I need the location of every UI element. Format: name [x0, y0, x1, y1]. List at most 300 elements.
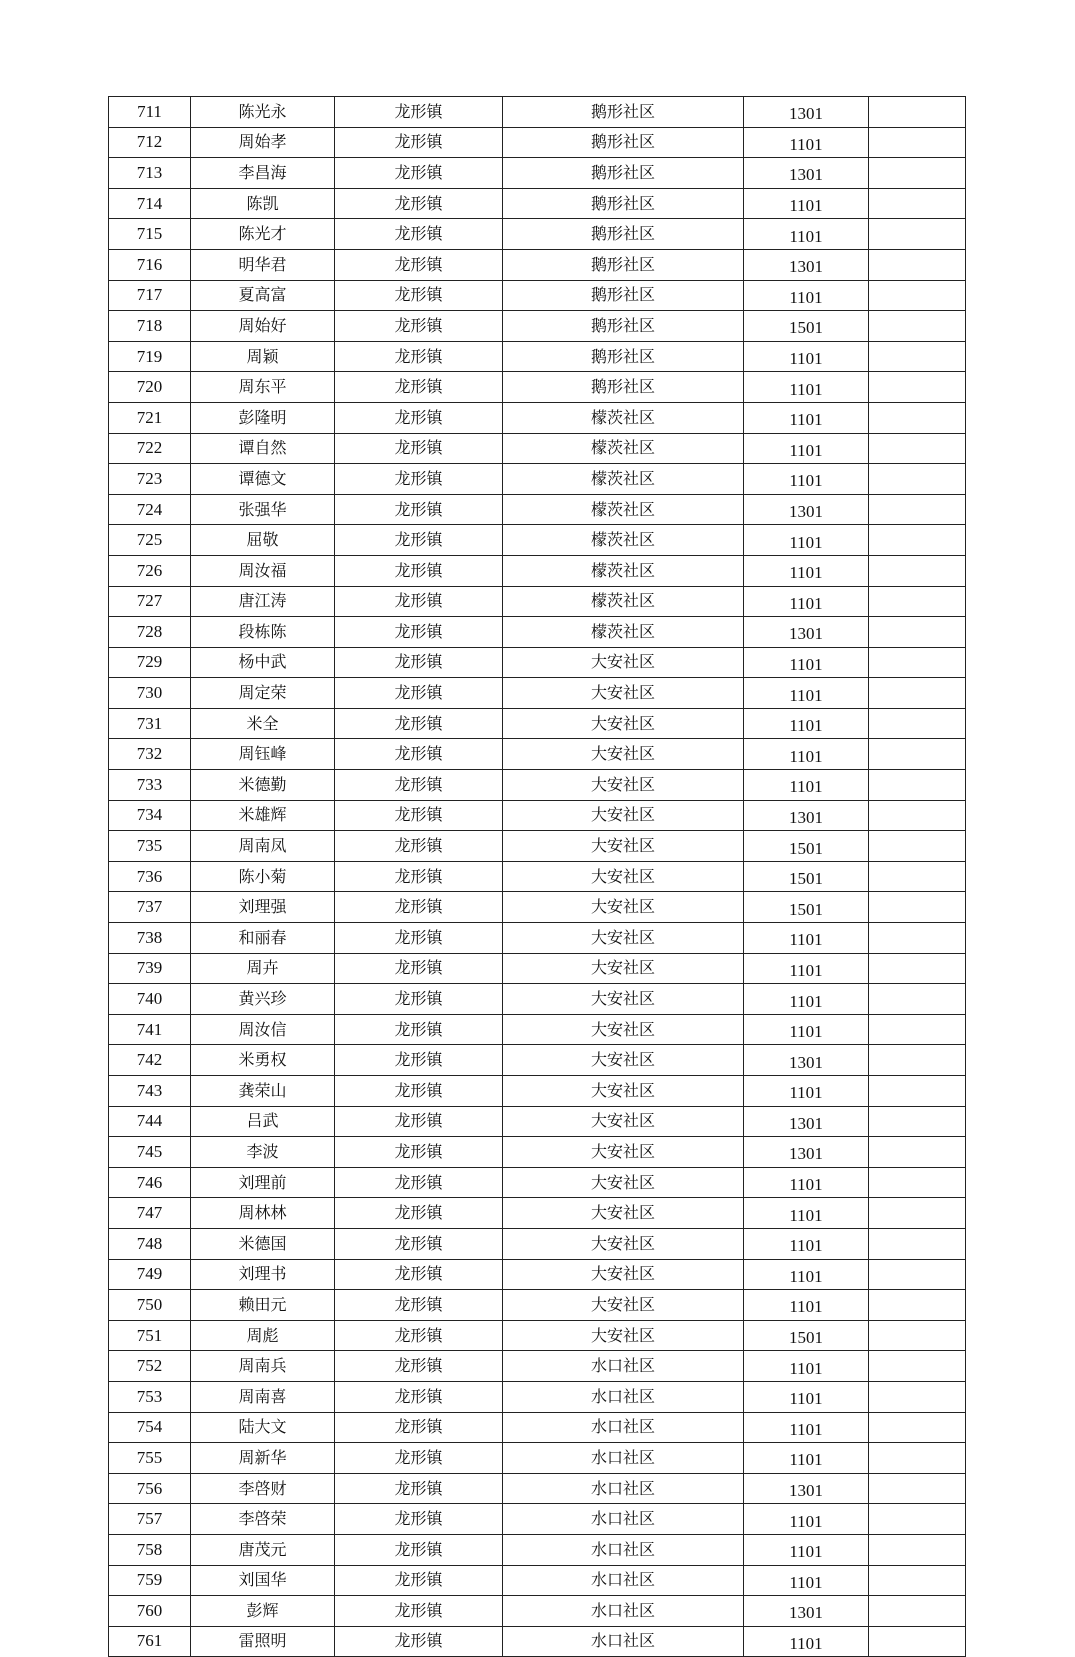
cell-town: 龙形镇: [335, 1381, 503, 1412]
cell-code: 1101: [744, 1259, 869, 1290]
cell-remark: [869, 1504, 966, 1535]
cell-number: 732: [109, 739, 191, 770]
cell-code: 1501: [744, 892, 869, 923]
cell-name: 谭自然: [191, 433, 335, 464]
cell-town: 龙形镇: [335, 97, 503, 128]
cell-remark: [869, 1045, 966, 1076]
table-row: [109, 1259, 966, 1290]
cell-town: 龙形镇: [335, 1412, 503, 1443]
cell-remark: [869, 831, 966, 862]
table-row: [109, 372, 966, 403]
cell-number: 714: [109, 188, 191, 219]
cell-code: 1101: [744, 1565, 869, 1596]
table-row: [109, 953, 966, 984]
cell-name: 周始好: [191, 311, 335, 342]
table-row: [109, 1076, 966, 1107]
table-row: [109, 1565, 966, 1596]
cell-name: 周林林: [191, 1198, 335, 1229]
table-row: [109, 1381, 966, 1412]
cell-remark: [869, 984, 966, 1015]
cell-remark: [869, 1412, 966, 1443]
cell-community: 大安社区: [503, 831, 744, 862]
cell-community: 檬茨社区: [503, 464, 744, 495]
cell-town: 龙形镇: [335, 770, 503, 801]
cell-code: 1301: [744, 1106, 869, 1137]
cell-name: 刘理书: [191, 1259, 335, 1290]
cell-town: 龙形镇: [335, 1014, 503, 1045]
cell-number: 731: [109, 708, 191, 739]
cell-code: 1101: [744, 586, 869, 617]
cell-number: 747: [109, 1198, 191, 1229]
cell-name: 陈光才: [191, 219, 335, 250]
cell-number: 716: [109, 249, 191, 280]
cell-town: 龙形镇: [335, 280, 503, 311]
table-row: [109, 127, 966, 158]
cell-code: 1501: [744, 861, 869, 892]
cell-remark: [869, 770, 966, 801]
roster-table: [108, 96, 966, 1657]
cell-code: 1101: [744, 525, 869, 556]
cell-code: 1101: [744, 402, 869, 433]
cell-remark: [869, 1106, 966, 1137]
cell-code: 1101: [744, 1443, 869, 1474]
cell-remark: [869, 1290, 966, 1321]
cell-number: 752: [109, 1351, 191, 1382]
cell-remark: [869, 127, 966, 158]
table-row: [109, 800, 966, 831]
cell-remark: [869, 1473, 966, 1504]
cell-town: 龙形镇: [335, 127, 503, 158]
table-row: [109, 402, 966, 433]
cell-number: 757: [109, 1504, 191, 1535]
cell-remark: [869, 1443, 966, 1474]
cell-town: 龙形镇: [335, 1076, 503, 1107]
cell-name: 杨中武: [191, 647, 335, 678]
cell-remark: [869, 647, 966, 678]
cell-remark: [869, 433, 966, 464]
cell-town: 龙形镇: [335, 249, 503, 280]
cell-code: 1101: [744, 188, 869, 219]
cell-number: 711: [109, 97, 191, 128]
cell-code: 1301: [744, 617, 869, 648]
cell-remark: [869, 494, 966, 525]
cell-name: 段栋陈: [191, 617, 335, 648]
table-row: [109, 1504, 966, 1535]
cell-name: 周新华: [191, 1443, 335, 1474]
cell-community: 檬茨社区: [503, 525, 744, 556]
table-row: [109, 1473, 966, 1504]
cell-number: 728: [109, 617, 191, 648]
cell-town: 龙形镇: [335, 953, 503, 984]
cell-town: 龙形镇: [335, 1198, 503, 1229]
table-row: [109, 708, 966, 739]
cell-code: 1101: [744, 1381, 869, 1412]
cell-remark: [869, 372, 966, 403]
cell-name: 周南兵: [191, 1351, 335, 1382]
table-row: [109, 739, 966, 770]
cell-name: 陈光永: [191, 97, 335, 128]
cell-number: 746: [109, 1167, 191, 1198]
cell-number: 724: [109, 494, 191, 525]
cell-code: 1301: [744, 249, 869, 280]
cell-name: 米雄辉: [191, 800, 335, 831]
cell-remark: [869, 1626, 966, 1657]
cell-remark: [869, 341, 966, 372]
cell-town: 龙形镇: [335, 1626, 503, 1657]
cell-name: 夏高富: [191, 280, 335, 311]
cell-town: 龙形镇: [335, 1106, 503, 1137]
cell-town: 龙形镇: [335, 617, 503, 648]
cell-remark: [869, 1137, 966, 1168]
table-row: [109, 617, 966, 648]
cell-code: 1101: [744, 1412, 869, 1443]
cell-town: 龙形镇: [335, 739, 503, 770]
cell-remark: [869, 1565, 966, 1596]
cell-remark: [869, 861, 966, 892]
cell-name: 周南喜: [191, 1381, 335, 1412]
table-row: [109, 1534, 966, 1565]
cell-code: 1101: [744, 372, 869, 403]
table-row: [109, 892, 966, 923]
cell-remark: [869, 464, 966, 495]
cell-town: 龙形镇: [335, 341, 503, 372]
cell-number: 737: [109, 892, 191, 923]
cell-name: 唐江涛: [191, 586, 335, 617]
cell-code: 1101: [744, 433, 869, 464]
cell-town: 龙形镇: [335, 678, 503, 709]
cell-community: 大安社区: [503, 953, 744, 984]
cell-community: 水口社区: [503, 1443, 744, 1474]
cell-community: 大安社区: [503, 1228, 744, 1259]
cell-name: 周钰峰: [191, 739, 335, 770]
cell-code: 1101: [744, 280, 869, 311]
cell-town: 龙形镇: [335, 219, 503, 250]
cell-town: 龙形镇: [335, 1259, 503, 1290]
table-row: [109, 97, 966, 128]
cell-community: 水口社区: [503, 1626, 744, 1657]
cell-remark: [869, 1076, 966, 1107]
cell-remark: [869, 97, 966, 128]
cell-name: 谭德文: [191, 464, 335, 495]
table-row: [109, 831, 966, 862]
cell-remark: [869, 525, 966, 556]
cell-code: 1101: [744, 555, 869, 586]
cell-name: 周东平: [191, 372, 335, 403]
cell-number: 751: [109, 1320, 191, 1351]
cell-code: 1101: [744, 1198, 869, 1229]
cell-number: 735: [109, 831, 191, 862]
cell-town: 龙形镇: [335, 1290, 503, 1321]
cell-community: 大安社区: [503, 1106, 744, 1137]
cell-remark: [869, 1167, 966, 1198]
cell-name: 张强华: [191, 494, 335, 525]
table-row: [109, 1228, 966, 1259]
cell-name: 陈凯: [191, 188, 335, 219]
cell-remark: [869, 1198, 966, 1229]
cell-remark: [869, 280, 966, 311]
cell-name: 周颖: [191, 341, 335, 372]
cell-community: 鹅形社区: [503, 188, 744, 219]
cell-name: 米德勤: [191, 770, 335, 801]
cell-community: 水口社区: [503, 1504, 744, 1535]
cell-name: 彭辉: [191, 1596, 335, 1627]
cell-town: 龙形镇: [335, 1228, 503, 1259]
table-row: [109, 1106, 966, 1137]
table-row: [109, 1137, 966, 1168]
cell-number: 739: [109, 953, 191, 984]
cell-remark: [869, 1381, 966, 1412]
cell-remark: [869, 1228, 966, 1259]
cell-code: 1101: [744, 647, 869, 678]
cell-code: 1501: [744, 311, 869, 342]
table-row: [109, 188, 966, 219]
cell-number: 741: [109, 1014, 191, 1045]
cell-code: 1101: [744, 1290, 869, 1321]
cell-remark: [869, 678, 966, 709]
cell-town: 龙形镇: [335, 1473, 503, 1504]
cell-town: 龙形镇: [335, 158, 503, 189]
table-row: [109, 158, 966, 189]
cell-number: 759: [109, 1565, 191, 1596]
cell-name: 唐茂元: [191, 1534, 335, 1565]
cell-town: 龙形镇: [335, 1443, 503, 1474]
cell-remark: [869, 953, 966, 984]
table-row: [109, 1351, 966, 1382]
cell-number: 725: [109, 525, 191, 556]
cell-code: 1101: [744, 341, 869, 372]
cell-community: 水口社区: [503, 1534, 744, 1565]
cell-community: 水口社区: [503, 1473, 744, 1504]
roster-table-body: [109, 97, 966, 1657]
cell-number: 753: [109, 1381, 191, 1412]
cell-town: 龙形镇: [335, 984, 503, 1015]
cell-code: 1101: [744, 127, 869, 158]
cell-remark: [869, 188, 966, 219]
cell-number: 748: [109, 1228, 191, 1259]
cell-town: 龙形镇: [335, 494, 503, 525]
cell-code: 1101: [744, 1504, 869, 1535]
table-row: [109, 1443, 966, 1474]
cell-name: 周始孝: [191, 127, 335, 158]
cell-name: 吕武: [191, 1106, 335, 1137]
cell-town: 龙形镇: [335, 555, 503, 586]
cell-number: 720: [109, 372, 191, 403]
cell-number: 743: [109, 1076, 191, 1107]
cell-name: 周彪: [191, 1320, 335, 1351]
cell-remark: [869, 158, 966, 189]
cell-number: 715: [109, 219, 191, 250]
cell-code: 1301: [744, 1137, 869, 1168]
cell-code: 1101: [744, 1014, 869, 1045]
cell-name: 李昌海: [191, 158, 335, 189]
cell-name: 雷照明: [191, 1626, 335, 1657]
cell-community: 鹅形社区: [503, 249, 744, 280]
cell-community: 檬茨社区: [503, 402, 744, 433]
table-row: [109, 586, 966, 617]
cell-name: 李啓荣: [191, 1504, 335, 1535]
cell-name: 刘国华: [191, 1565, 335, 1596]
cell-number: 754: [109, 1412, 191, 1443]
cell-name: 米德国: [191, 1228, 335, 1259]
cell-number: 713: [109, 158, 191, 189]
cell-code: 1101: [744, 1228, 869, 1259]
cell-community: 大安社区: [503, 1167, 744, 1198]
table-row: [109, 1014, 966, 1045]
cell-remark: [869, 708, 966, 739]
cell-number: 719: [109, 341, 191, 372]
cell-community: 鹅形社区: [503, 280, 744, 311]
cell-remark: [869, 555, 966, 586]
cell-code: 1101: [744, 1534, 869, 1565]
cell-community: 水口社区: [503, 1565, 744, 1596]
cell-remark: [869, 249, 966, 280]
cell-community: 檬茨社区: [503, 555, 744, 586]
cell-number: 738: [109, 923, 191, 954]
cell-number: 744: [109, 1106, 191, 1137]
table-row: [109, 433, 966, 464]
cell-name: 陈小菊: [191, 861, 335, 892]
cell-remark: [869, 1351, 966, 1382]
cell-code: 1101: [744, 1167, 869, 1198]
cell-name: 周定荣: [191, 678, 335, 709]
table-row: [109, 555, 966, 586]
cell-number: 750: [109, 1290, 191, 1321]
cell-code: 1101: [744, 770, 869, 801]
cell-number: 749: [109, 1259, 191, 1290]
cell-town: 龙形镇: [335, 1504, 503, 1535]
cell-community: 鹅形社区: [503, 97, 744, 128]
cell-community: 鹅形社区: [503, 158, 744, 189]
cell-name: 彭隆明: [191, 402, 335, 433]
cell-code: 1301: [744, 97, 869, 128]
cell-name: 黄兴珍: [191, 984, 335, 1015]
cell-number: 727: [109, 586, 191, 617]
cell-remark: [869, 219, 966, 250]
cell-community: 大安社区: [503, 1320, 744, 1351]
cell-number: 723: [109, 464, 191, 495]
cell-code: 1101: [744, 219, 869, 250]
cell-town: 龙形镇: [335, 708, 503, 739]
cell-name: 李啓财: [191, 1473, 335, 1504]
cell-community: 鹅形社区: [503, 372, 744, 403]
table-row: [109, 1045, 966, 1076]
cell-community: 大安社区: [503, 923, 744, 954]
cell-remark: [869, 1259, 966, 1290]
cell-town: 龙形镇: [335, 1045, 503, 1076]
cell-town: 龙形镇: [335, 1137, 503, 1168]
cell-community: 水口社区: [503, 1351, 744, 1382]
cell-community: 檬茨社区: [503, 494, 744, 525]
cell-community: 大安社区: [503, 1014, 744, 1045]
cell-code: 1301: [744, 800, 869, 831]
cell-name: 米勇权: [191, 1045, 335, 1076]
cell-remark: [869, 586, 966, 617]
cell-number: 745: [109, 1137, 191, 1168]
cell-town: 龙形镇: [335, 861, 503, 892]
table-row: [109, 249, 966, 280]
cell-town: 龙形镇: [335, 1596, 503, 1627]
cell-code: 1101: [744, 984, 869, 1015]
cell-name: 赖田元: [191, 1290, 335, 1321]
cell-community: 鹅形社区: [503, 219, 744, 250]
cell-number: 742: [109, 1045, 191, 1076]
table-row: [109, 525, 966, 556]
cell-number: 712: [109, 127, 191, 158]
table-row: [109, 1626, 966, 1657]
cell-code: 1101: [744, 1626, 869, 1657]
cell-number: 760: [109, 1596, 191, 1627]
cell-name: 周汝信: [191, 1014, 335, 1045]
cell-remark: [869, 311, 966, 342]
table-row: [109, 1167, 966, 1198]
cell-community: 大安社区: [503, 708, 744, 739]
cell-code: 1101: [744, 739, 869, 770]
cell-number: 730: [109, 678, 191, 709]
cell-community: 大安社区: [503, 1045, 744, 1076]
table-row: [109, 861, 966, 892]
cell-name: 周南凤: [191, 831, 335, 862]
cell-name: 周汝福: [191, 555, 335, 586]
table-row: [109, 984, 966, 1015]
cell-community: 大安社区: [503, 1198, 744, 1229]
cell-community: 大安社区: [503, 1076, 744, 1107]
cell-number: 733: [109, 770, 191, 801]
cell-code: 1301: [744, 494, 869, 525]
cell-remark: [869, 1534, 966, 1565]
table-row: [109, 770, 966, 801]
cell-name: 龚荣山: [191, 1076, 335, 1107]
cell-community: 大安社区: [503, 678, 744, 709]
cell-town: 龙形镇: [335, 892, 503, 923]
cell-number: 740: [109, 984, 191, 1015]
cell-community: 大安社区: [503, 800, 744, 831]
cell-code: 1301: [744, 158, 869, 189]
cell-remark: [869, 402, 966, 433]
cell-community: 大安社区: [503, 892, 744, 923]
cell-code: 1101: [744, 923, 869, 954]
cell-number: 722: [109, 433, 191, 464]
cell-community: 大安社区: [503, 1259, 744, 1290]
cell-code: 1101: [744, 464, 869, 495]
cell-code: 1301: [744, 1473, 869, 1504]
table-row: [109, 341, 966, 372]
cell-number: 756: [109, 1473, 191, 1504]
table-row: [109, 1290, 966, 1321]
cell-community: 大安社区: [503, 739, 744, 770]
cell-code: 1101: [744, 1076, 869, 1107]
cell-name: 米全: [191, 708, 335, 739]
cell-town: 龙形镇: [335, 1534, 503, 1565]
table-row: [109, 464, 966, 495]
cell-number: 718: [109, 311, 191, 342]
cell-town: 龙形镇: [335, 464, 503, 495]
cell-town: 龙形镇: [335, 1167, 503, 1198]
cell-number: 761: [109, 1626, 191, 1657]
table-row: [109, 1320, 966, 1351]
cell-code: 1501: [744, 1320, 869, 1351]
cell-name: 周卉: [191, 953, 335, 984]
cell-community: 鹅形社区: [503, 311, 744, 342]
cell-town: 龙形镇: [335, 1565, 503, 1596]
cell-community: 檬茨社区: [503, 586, 744, 617]
cell-code: 1101: [744, 1351, 869, 1382]
table-row: [109, 678, 966, 709]
cell-community: 水口社区: [503, 1412, 744, 1443]
cell-community: 鹅形社区: [503, 127, 744, 158]
cell-community: 大安社区: [503, 861, 744, 892]
cell-community: 檬茨社区: [503, 617, 744, 648]
cell-name: 明华君: [191, 249, 335, 280]
